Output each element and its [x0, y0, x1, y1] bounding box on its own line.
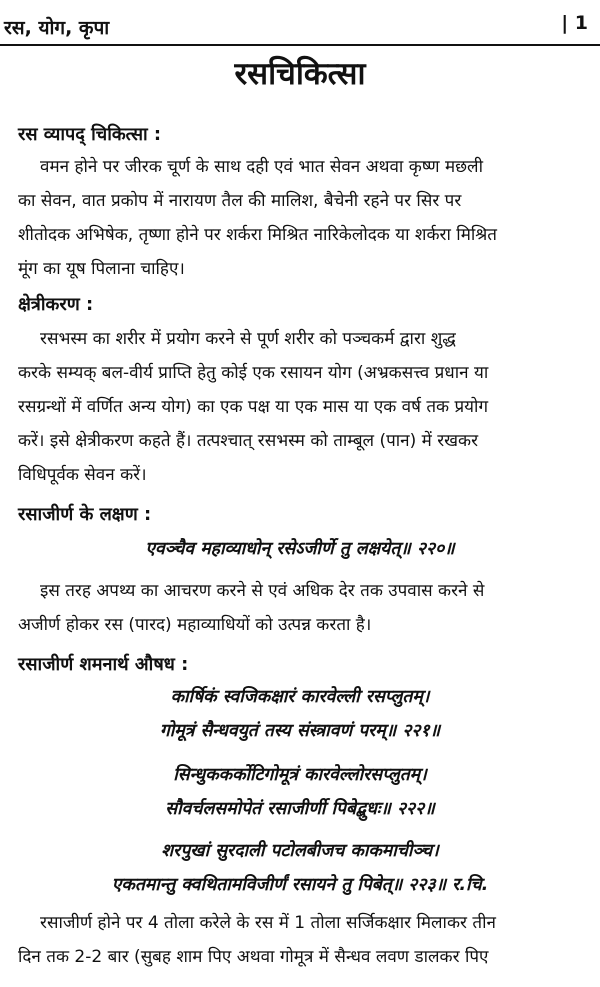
paragraph-line: विधिपूर्वक सेवन करें।: [18, 465, 147, 485]
paragraph-line: का सेवन, वात प्रकोप में नारायण तैल की मालिश, बैचेनी रहने पर सिर पर: [18, 191, 462, 211]
section-heading-rasajirna-lakshan: रसाजीर्ण के लक्षण :: [18, 504, 152, 525]
paragraph-line: वमन होने पर जीरक चूर्ण के साथ दही एवं भात सेवन अथवा कृष्ण मछली: [40, 157, 483, 177]
section-heading-ras-vyapad: रस व्यापद् चिकित्सा :: [18, 124, 162, 145]
paragraph-line: रसग्रन्थों में वर्णित अन्य योग) का एक पक्ष या एक मास या एक वर्ष तक प्रयोग: [18, 397, 489, 417]
paragraph-line: रसाजीर्ण होने पर 4 तोला करेले के रस में 1 तोला सर्जिकक्षार मिलाकर तीन: [40, 913, 496, 933]
section-heading-shamanarth-aushadh: रसाजीर्ण शमनार्थ औषध :: [18, 654, 189, 675]
verse-222-line-2: सौवर्चलसमोपेतं रसाजीर्णी पिबेद्बुधः॥ २२२॥: [165, 799, 435, 819]
verse-220: एवञ्चैव महाव्याधोन् रसेऽजीर्णे तु लक्षयेत्॥ २२०॥: [145, 539, 455, 559]
paragraph-kshetrikaran: [18, 322, 580, 492]
paragraph-rasajirna-lakshan: [18, 574, 580, 642]
verse-222-line-1: सिन्धुककर्कोटिगोमूत्रं कारवेल्लोरसप्लुतम्।: [173, 765, 427, 785]
paragraph-line: करके सम्यक् बल-वीर्य प्राप्ति हेतु कोई एक रसायन योग (अभ्रकसत्त्व प्रधान या: [18, 363, 489, 383]
paragraph-line: दिन तक 2-2 बार (सुबह शाम पिए अथवा गोमूत्र में सैन्धव लवण डालकर पिए: [18, 947, 489, 967]
verse-221-line-1: कार्षिकं स्वजिकक्षारं कारवेल्ली रसप्लुतम्।: [170, 687, 430, 707]
paragraph-line: मूंग का यूष पिलाना चाहिए।: [18, 259, 185, 279]
running-head-title: रस, योग, कृपा: [4, 17, 110, 39]
paragraph-line: करें। इसे क्षेत्रीकरण कहते हैं। तत्पश्चात् रसभस्म को ताम्बूल (पान) में रखकर: [18, 431, 479, 451]
header-rule: [0, 44, 600, 46]
running-header: [0, 0, 600, 44]
chapter-title: रसचिकित्सा: [234, 56, 366, 92]
paragraph-line: रसभस्म का शरीर में प्रयोग करने से पूर्ण शरीर को पञ्चकर्म द्वारा शुद्ध: [40, 329, 456, 349]
paragraph-line: इस तरह अपथ्य का आचरण करने से एवं अधिक देर तक उपवास करने से: [40, 581, 485, 601]
section-heading-kshetrikaran: क्षेत्रीकरण :: [18, 294, 94, 315]
verse-223-line-2: एकतमान्तु क्वथितामविजीर्णं रसायने तु पिबेत्॥ २२३॥ र.चि.: [111, 875, 489, 895]
paragraph-line: अजीर्ण होकर रस (पारद) महाव्याधियों को उत्पन्न करता है।: [18, 615, 372, 635]
paragraph-line: शीतोदक अभिषेक, तृष्णा होने पर शर्करा मिश्रित नारिकेलोदक या शर्करा मिश्रित: [18, 225, 498, 245]
paragraph-shamanarth: [18, 906, 580, 974]
page-number: | 1: [561, 12, 588, 34]
verse-223-line-1: शरपुखां सुरदाली पटोलबीजच काकमाचीञ्च।: [161, 841, 439, 861]
verse-221-line-2: गोमूत्रं सैन्धवयुतं तस्य संस्त्रावणं परम्॥ २२१॥: [159, 721, 441, 741]
paragraph-ras-vyapad: [18, 150, 580, 286]
